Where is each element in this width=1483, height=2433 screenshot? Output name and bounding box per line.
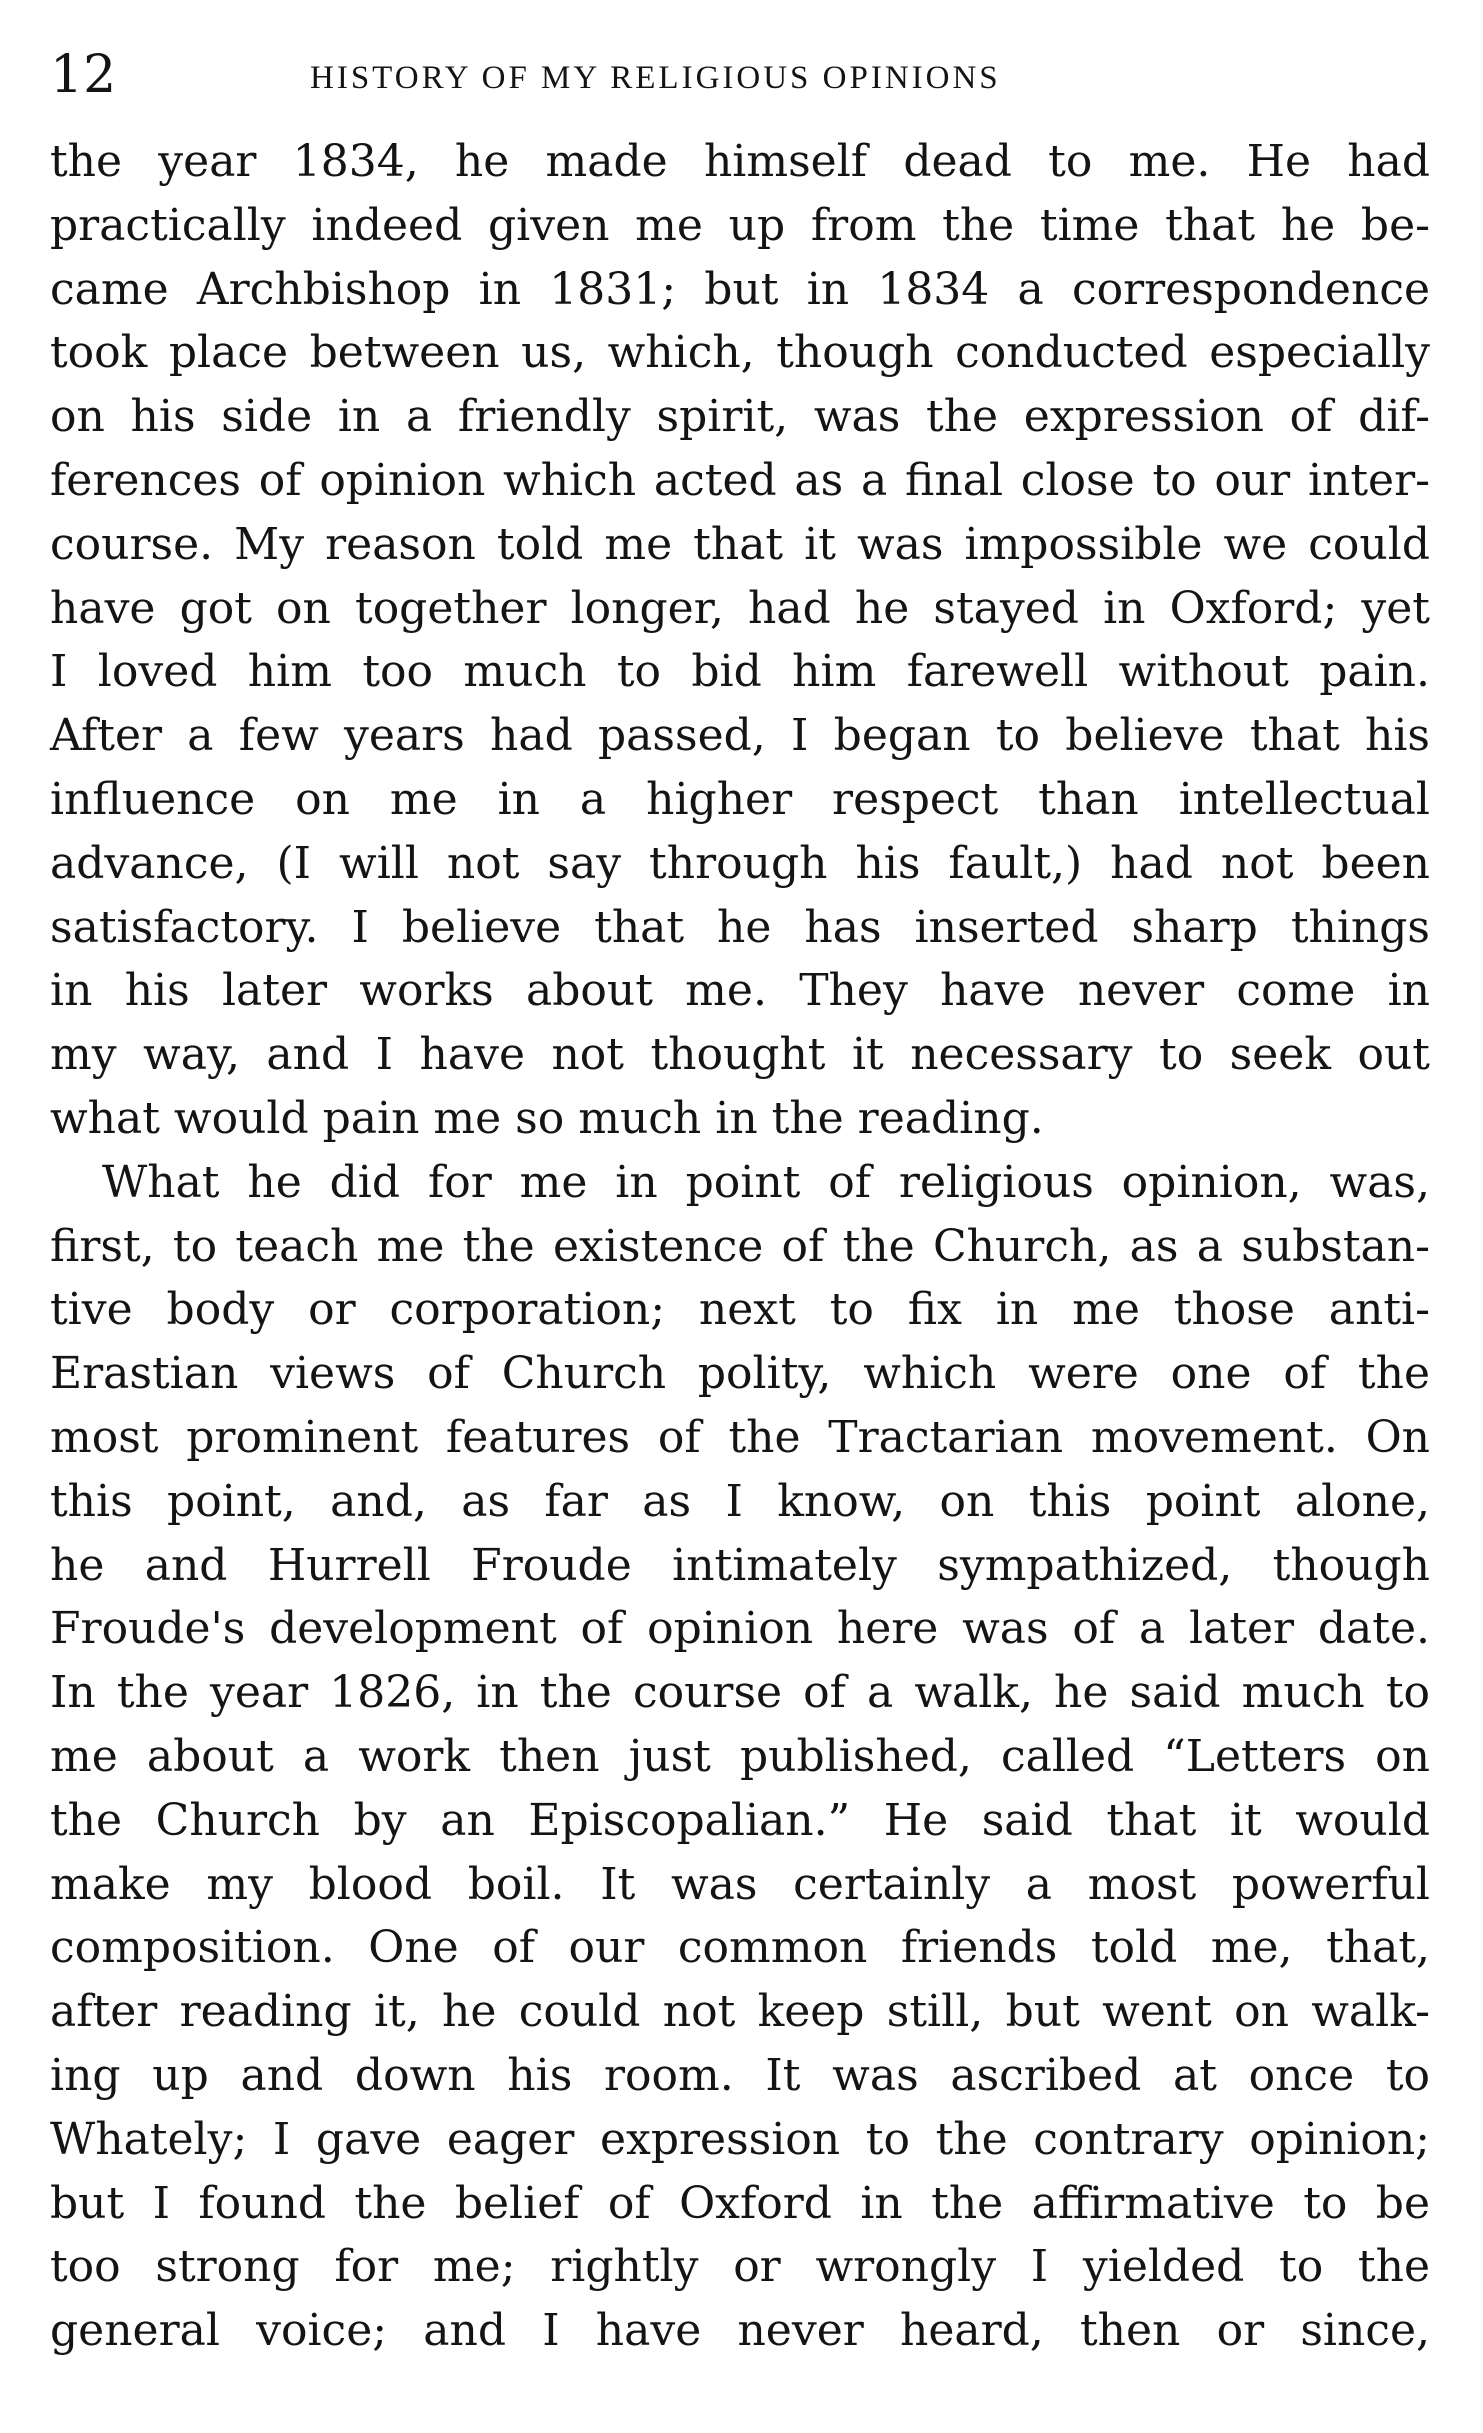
- text-line: I loved him too much to bid him farewell without pain.: [50, 646, 1430, 698]
- text-line: tive body or corporation; next to fix in me those anti-: [50, 1284, 1430, 1336]
- text-line: course. My reason told me that it was impossible we could: [50, 518, 1430, 570]
- text-line: first, to teach me the existence of the Church, as a substan-: [50, 1220, 1430, 1272]
- text-line: but I found the belief of Oxford in the affirmative to be: [50, 2177, 1430, 2229]
- text-line: advance, (I will not say through his fault,) had not been: [50, 837, 1430, 889]
- text-line: after reading it, he could not keep still, but went on walk-: [50, 1986, 1430, 2038]
- text-line: Froude's development of opinion here was of a later date.: [50, 1603, 1430, 1655]
- running-head: [50, 40, 1430, 110]
- text-line: the Church by an Episcopalian.” He said that it would: [50, 1794, 1430, 1846]
- text-line: ing up and down his room. It was ascribed at once to: [50, 2049, 1430, 2101]
- page-number: 12: [50, 45, 117, 105]
- text-line: most prominent features of the Tractarian movement. On: [50, 1411, 1430, 1463]
- body-text: [50, 130, 1430, 2363]
- text-line: in his later works about me. They have never come in: [50, 965, 1430, 1017]
- text-line: influence on me in a higher respect than intellectual: [50, 773, 1430, 825]
- text-line: After a few years had passed, I began to believe that his: [50, 710, 1430, 762]
- text-line: In the year 1826, in the course of a walk, he said much to: [50, 1667, 1430, 1719]
- text-line: have got on together longer, had he stayed in Oxford; yet: [50, 582, 1430, 634]
- text-line: the year 1834, he made himself dead to me. He had: [50, 136, 1430, 187]
- text-line: me about a work then just published, called “Letters on: [50, 1730, 1430, 1782]
- text-line: he and Hurrell Froude intimately sympathized, though: [50, 1539, 1430, 1591]
- text-line: came Archbishop in 1831; but in 1834 a correspondence: [50, 263, 1430, 315]
- text-line: too strong for me; rightly or wrongly I yielded to the: [50, 2241, 1430, 2293]
- text-line: ferences of opinion which acted as a final close to our inter-: [50, 454, 1430, 506]
- text-line: took place between us, which, though conducted especially: [50, 327, 1430, 379]
- text-line: satisfactory. I believe that he has inserted sharp things: [50, 901, 1430, 953]
- text-line: make my blood boil. It was certainly a most powerful: [50, 1858, 1430, 1910]
- text-line: Erastian views of Church polity, which were one of the: [50, 1348, 1430, 1400]
- text-line: what would pain me so much in the reading.: [50, 1092, 1044, 1144]
- running-title: HISTORY OF MY RELIGIOUS OPINIONS: [310, 60, 1001, 96]
- text-line: practically indeed given me up from the time that he be-: [50, 199, 1430, 251]
- text-line: composition. One of our common friends told me, that,: [50, 1922, 1430, 1974]
- text-line: my way, and I have not thought it necessary to seek out: [50, 1029, 1430, 1081]
- text-line: this point, and, as far as I know, on this point alone,: [50, 1475, 1430, 1527]
- text-line: general voice; and I have never heard, then or since,: [50, 2305, 1430, 2357]
- text-line: What he did for me in point of religious opinion, was,: [102, 1156, 1430, 1208]
- text-line: on his side in a friendly spirit, was the expression of dif-: [50, 391, 1430, 443]
- text-line: Whately; I gave eager expression to the contrary opinion;: [50, 2113, 1430, 2165]
